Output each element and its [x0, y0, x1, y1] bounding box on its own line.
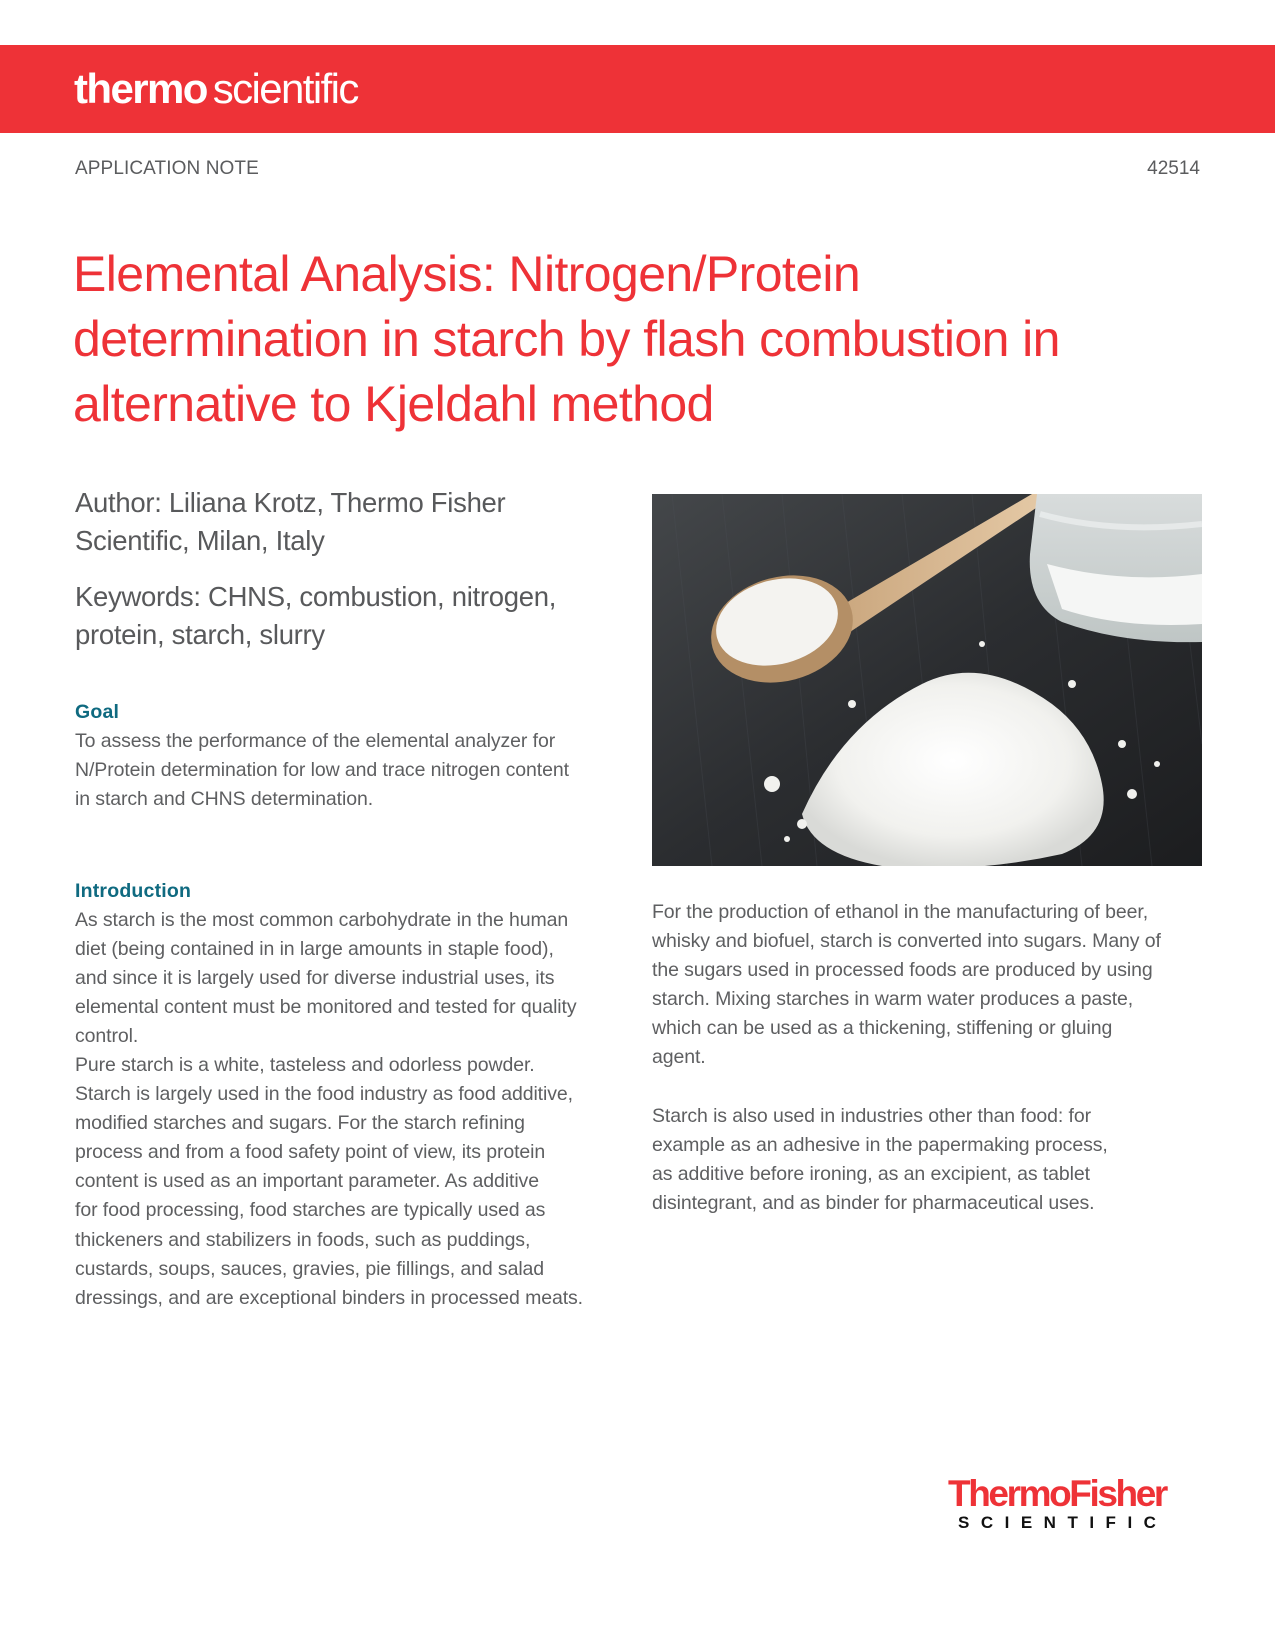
introduction-heading: Introduction [75, 880, 192, 902]
text-line: and since it is largely used for diverse industrial uses, its [75, 967, 555, 990]
text-line: for food processing, food starches are typically used as [75, 1199, 546, 1222]
text-line: Pure starch is a white, tasteless and odorless powder. [75, 1054, 535, 1076]
text-line: Starch is largely used in the food industry as food additive, [75, 1083, 573, 1106]
logo-wordmark: ThermoFisher [948, 1473, 1166, 1514]
text-line: content is used as an important parameter. As additive [75, 1170, 539, 1193]
keywords-line: Keywords: CHNS, combustion, nitrogen, [75, 581, 557, 612]
introduction-paragraph-2 [75, 1051, 583, 1313]
text-line: dressings, and are exceptional binders in processed meats. [75, 1286, 583, 1309]
title-line: Elemental Analysis: Nitrogen/Protein [73, 246, 861, 302]
text-line: disintegrant, and as binder for pharmaceutical uses. [652, 1192, 1095, 1215]
title-line: alternative to Kjeldahl method [73, 376, 714, 432]
brand-bold: thermo [74, 65, 207, 112]
text-line: agent. [652, 1046, 706, 1069]
keywords-block [75, 578, 615, 654]
text-line: N/Protein determination for low and trace nitrogen content [75, 759, 569, 782]
text-line: whisky and biofuel, starch is converted into sugars. Many of [652, 930, 1161, 953]
thermo-fisher-logo [948, 1473, 1203, 1536]
document-number: 42514 [1147, 158, 1200, 179]
author-line: Scientific, Milan, Italy [75, 525, 325, 556]
right-paragraph-1 [652, 898, 1161, 1073]
text-line: To assess the performance of the elemental analyzer for [75, 730, 556, 752]
starch-photo [652, 494, 1202, 866]
text-line: which can be used as a thickening, stiffening or gluing [652, 1017, 1113, 1040]
text-line: diet (being contained in in large amounts in staple food), [75, 938, 554, 961]
text-line: Starch is also used in industries other than food: for [652, 1105, 1092, 1127]
text-line: As starch is the most common carbohydrate in the human [75, 909, 569, 931]
title-line: determination in starch by flash combustion in [73, 311, 1060, 367]
introduction-paragraph-1 [75, 906, 577, 1051]
thermo-scientific-logo [74, 64, 358, 114]
text-line: thickeners and stabilizers in foods, such as puddings, [75, 1228, 531, 1251]
text-line: as additive before ironing, as an excipient, as tablet [652, 1163, 1090, 1186]
goal-heading: Goal [75, 701, 120, 723]
document-type: APPLICATION NOTE [75, 158, 259, 179]
author-line: Author: Liliana Krotz, Thermo Fisher [75, 487, 506, 518]
text-line: For the production of ethanol in the manufacturing of beer, [652, 901, 1149, 923]
text-line: elemental content must be monitored and tested for quality [75, 996, 577, 1019]
text-line: custards, soups, sauces, gravies, pie fillings, and salad [75, 1257, 545, 1280]
goal-paragraph [75, 727, 569, 814]
right-paragraph-2 [652, 1102, 1108, 1218]
text-line: modified starches and sugars. For the starch refining [75, 1112, 525, 1135]
text-line: starch. Mixing starches in warm water produces a paste, [652, 988, 1134, 1011]
text-line: example as an adhesive in the papermaking process, [652, 1134, 1108, 1157]
keywords-line: protein, starch, slurry [75, 619, 325, 650]
text-line: in starch and CHNS determination. [75, 788, 374, 811]
text-line: the sugars used in processed foods are produced by using [652, 959, 1153, 982]
brand-light: scientific [212, 65, 358, 112]
author-block [75, 484, 615, 560]
text-line: process and from a food safety point of view, its protein [75, 1141, 546, 1164]
page-title [73, 242, 1223, 437]
text-line: control. [75, 1025, 139, 1048]
logo-subtitle: SCIENTIFIC [958, 1513, 1168, 1532]
